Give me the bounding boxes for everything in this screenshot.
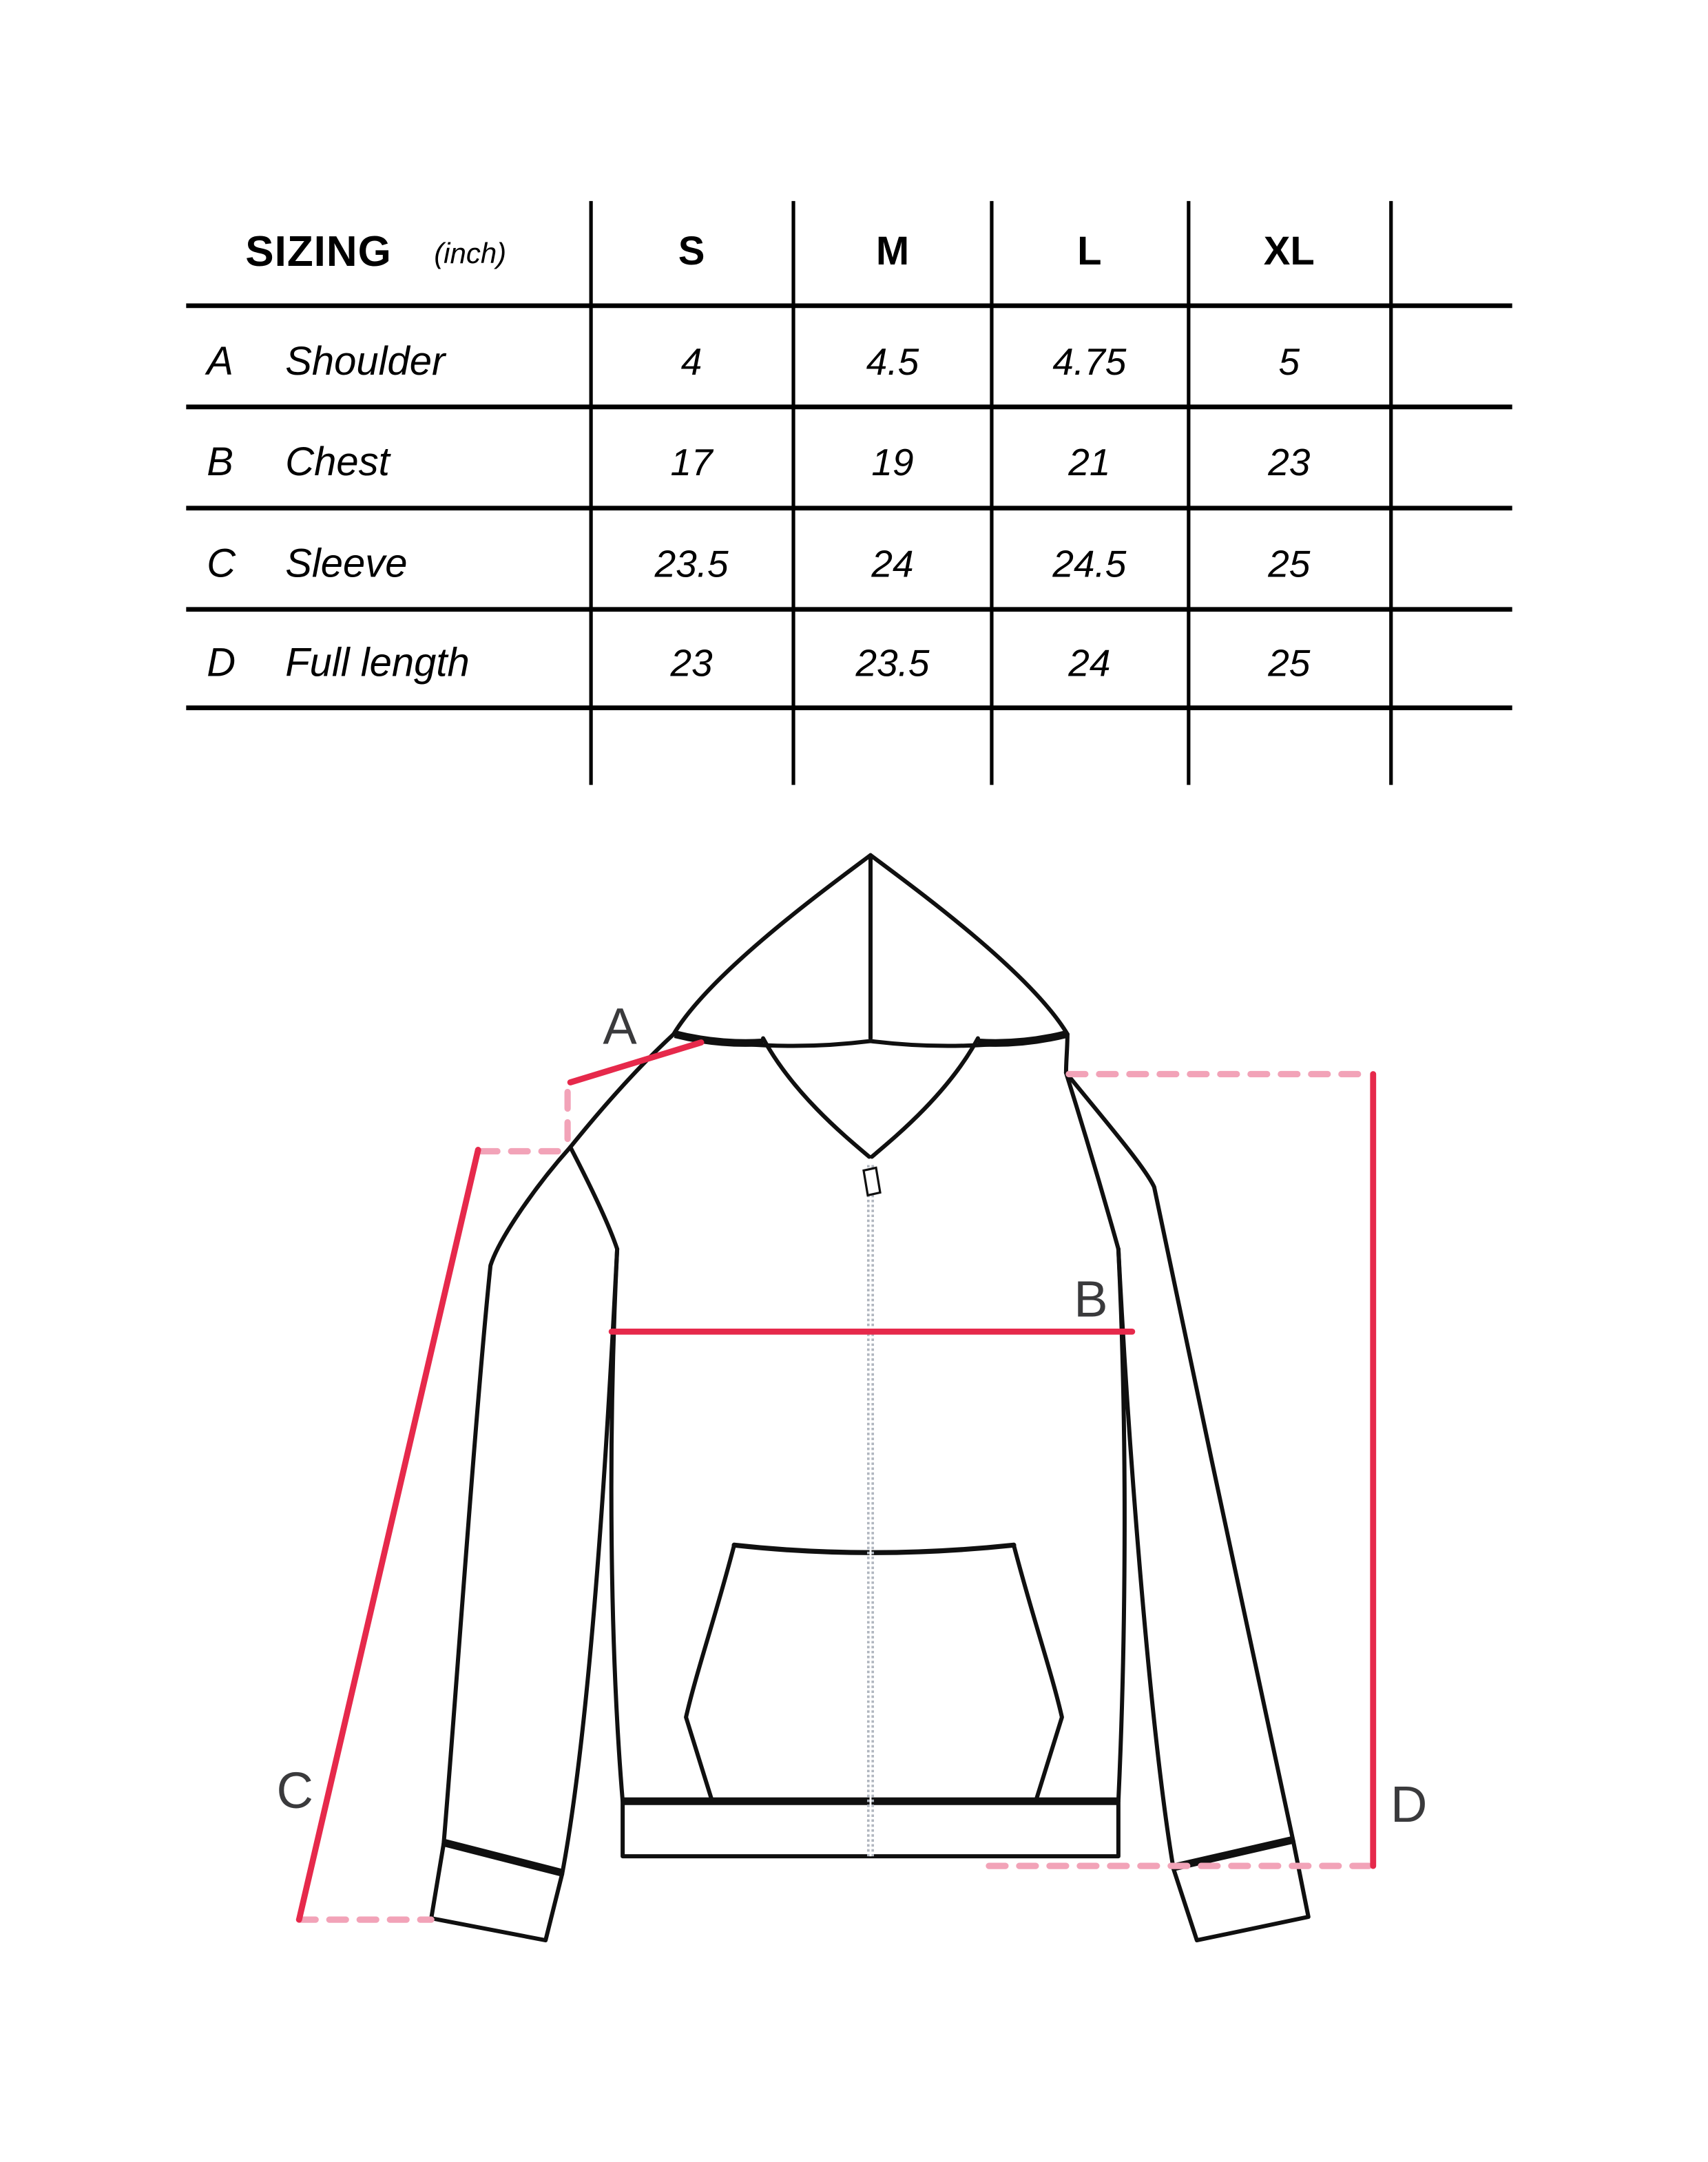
column-header-m: M <box>875 229 910 273</box>
zipper-pull <box>864 1167 880 1195</box>
zipper <box>864 1165 880 1856</box>
left-cuff-band <box>444 1842 562 1873</box>
cell-value: 24 <box>871 542 914 585</box>
table-title: SIZING <box>245 227 392 276</box>
cell-value: 23.5 <box>855 641 930 685</box>
measure-line-c-sleeve <box>299 1150 478 1920</box>
cell-value: 23.5 <box>654 542 729 585</box>
row-letter: B <box>207 439 233 484</box>
cell-value: 4.5 <box>866 340 919 383</box>
column-header-xl: XL <box>1263 229 1315 273</box>
hood <box>570 855 1068 1157</box>
column-header-l: L <box>1077 229 1102 273</box>
cell-value: 25 <box>1268 542 1311 585</box>
sizing-table <box>186 201 1512 785</box>
hood-right-edge <box>871 855 1068 1035</box>
pocket-right-edge <box>1014 1545 1062 1801</box>
label-c-sleeve: C <box>276 1762 313 1820</box>
hood-inner-left <box>763 1039 869 1157</box>
pocket-left-edge <box>686 1545 734 1801</box>
right-sleeve <box>1066 1073 1309 1941</box>
table-row <box>205 340 1300 384</box>
table-header-row <box>245 228 1315 276</box>
hood-rim-right-band <box>978 1035 1066 1043</box>
table-row <box>207 440 1310 484</box>
hood-rim-left-band <box>675 1035 763 1043</box>
cell-value: 23 <box>670 641 713 685</box>
armhole-right <box>1066 1073 1118 1249</box>
cell-value: 17 <box>670 440 713 484</box>
hood-left-edge <box>674 855 871 1035</box>
measurement-lines <box>299 1043 1373 1920</box>
left-sleeve <box>431 1147 617 1940</box>
right-cuff <box>1174 1841 1309 1940</box>
row-letter: A <box>207 339 233 384</box>
cell-value: 23 <box>1268 440 1311 484</box>
cell-value: 25 <box>1268 641 1311 685</box>
label-a-shoulder: A <box>603 997 637 1055</box>
measurement-guides <box>299 1074 1372 1920</box>
row-letter: D <box>207 641 236 685</box>
right-sleeve-inner <box>1118 1249 1174 1869</box>
cell-value: 21 <box>1068 440 1111 484</box>
left-sleeve-inner <box>562 1249 617 1874</box>
row-letter: C <box>207 541 236 586</box>
row-label: Sleeve <box>285 541 408 586</box>
cell-value: 4 <box>680 340 702 383</box>
column-header-s: S <box>678 229 705 273</box>
body <box>570 1073 1125 1857</box>
armhole-left <box>570 1147 617 1249</box>
row-label: Chest <box>285 439 390 484</box>
cell-value: 24 <box>1068 641 1111 685</box>
table-row <box>207 641 1310 685</box>
table-unit: (inch) <box>434 236 507 269</box>
label-d-full-length: D <box>1391 1776 1428 1833</box>
left-sleeve-outer <box>444 1147 570 1844</box>
table-column-rules <box>591 201 1391 785</box>
hood-inner-right <box>872 1039 978 1157</box>
cell-value: 5 <box>1278 340 1300 383</box>
label-b-chest: B <box>1074 1270 1108 1328</box>
neckline-right <box>1066 1035 1068 1073</box>
cell-value: 4.75 <box>1052 340 1127 383</box>
cell-value: 19 <box>871 440 914 484</box>
hoodie-diagram <box>277 855 1428 1940</box>
row-label: Shoulder <box>285 339 446 384</box>
cell-value: 24.5 <box>1052 542 1127 585</box>
row-label: Full length <box>285 641 470 685</box>
measurement-labels <box>277 998 1428 1833</box>
table-row <box>207 542 1310 586</box>
